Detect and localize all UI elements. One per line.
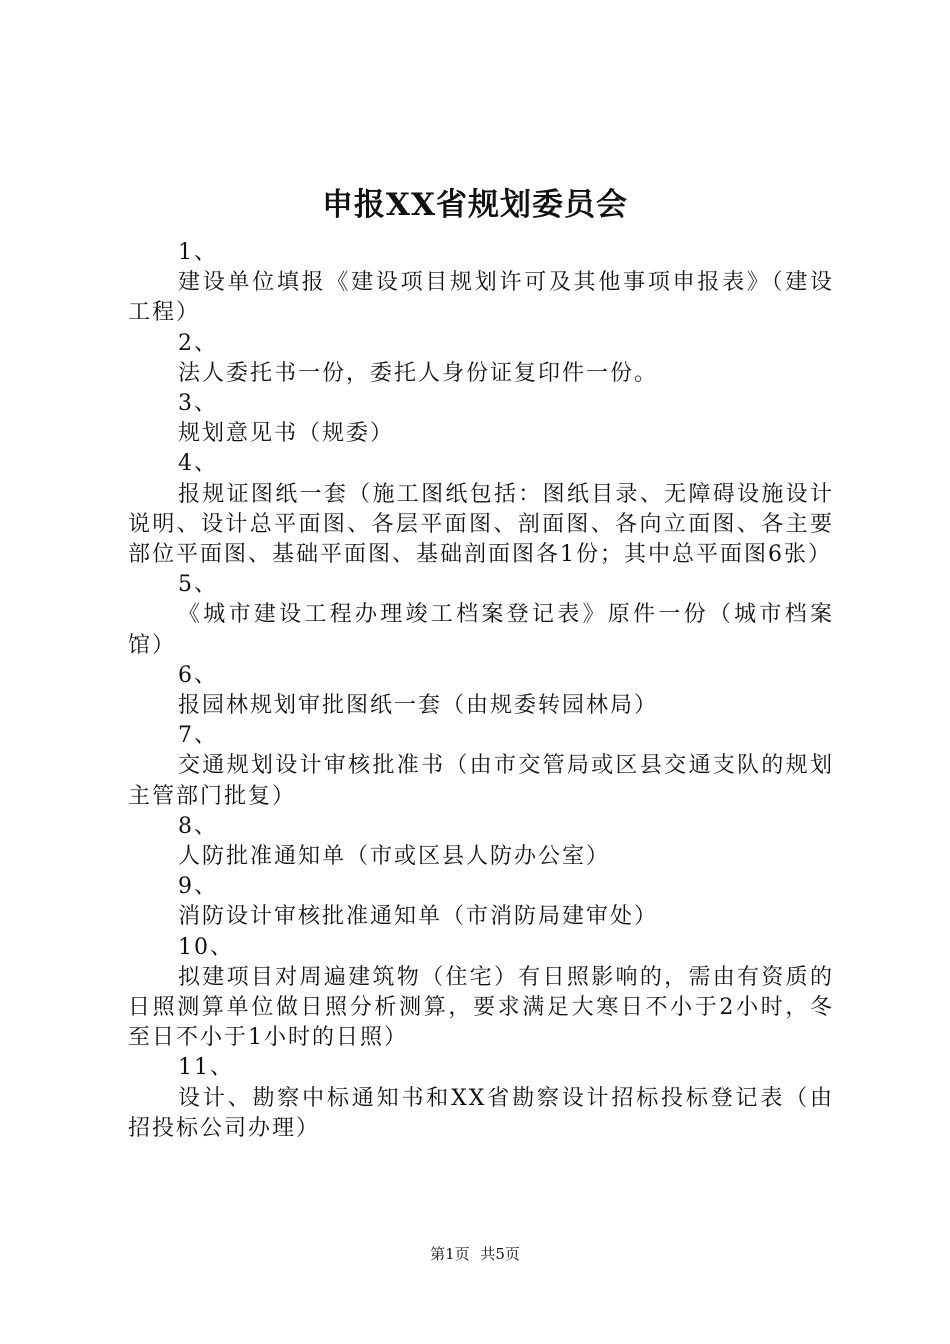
item-text: 《城市建设工程办理竣工档案登记表》原件一份（城市档案馆） bbox=[128, 602, 834, 658]
item-text: 拟建项目对周遍建筑物（住宅）有日照影响的，需由有资质的日照测算单位做日照分析测算，要求满足大寒日不小于2小时，冬至日不小于1小时的日照） bbox=[128, 964, 834, 1051]
page-total: 共5页 bbox=[480, 1245, 520, 1263]
item-number: 5、 bbox=[178, 572, 218, 598]
item-text: 报规证图纸一套（施工图纸包括：图纸目录、无障碍设施设计说明、设计总平面图、各层平面图、剖面图、各向立面图、各主要部位平面图、基础平面图、基础剖面图各1份；其中总平面图6张） bbox=[128, 481, 834, 568]
page-current: 第1页 bbox=[430, 1245, 470, 1263]
page-footer bbox=[0, 1244, 950, 1264]
item-number: 2、 bbox=[178, 330, 218, 356]
item-text: 消防设计审核批准通知单（市消防局建审处） bbox=[178, 904, 659, 930]
item-text: 报园林规划审批图纸一套（由规委转园林局） bbox=[178, 693, 659, 719]
item-text: 设计、勘察中标通知书和XX省勘察设计招标投标登记表（由招投标公司办理） bbox=[128, 1085, 834, 1141]
item-number: 9、 bbox=[178, 874, 218, 900]
item-number: 6、 bbox=[178, 662, 218, 688]
document-body bbox=[128, 238, 834, 1144]
document-title: 申报XX省规划委员会 bbox=[321, 187, 629, 223]
item-number: 4、 bbox=[178, 451, 218, 477]
item-text: 交通规划设计审核批准书（由市交管局或区县交通支队的规划主管部门批复） bbox=[128, 753, 834, 809]
item-text: 法人委托书一份，委托人身份证复印件一份。 bbox=[178, 360, 659, 386]
item-number: 3、 bbox=[178, 391, 218, 417]
item-text: 规划意见书（规委） bbox=[178, 421, 395, 447]
item-text: 建设单位填报《建设项目规划许可及其他事项申报表》（建设工程） bbox=[128, 270, 834, 326]
item-number: 8、 bbox=[178, 813, 218, 839]
item-number: 7、 bbox=[178, 723, 218, 749]
item-text: 人防批准通知单（市或区县人防办公室） bbox=[178, 844, 611, 870]
item-number: 1、 bbox=[178, 240, 218, 265]
item-number: 10、 bbox=[178, 934, 234, 960]
item-number: 11、 bbox=[178, 1055, 234, 1081]
